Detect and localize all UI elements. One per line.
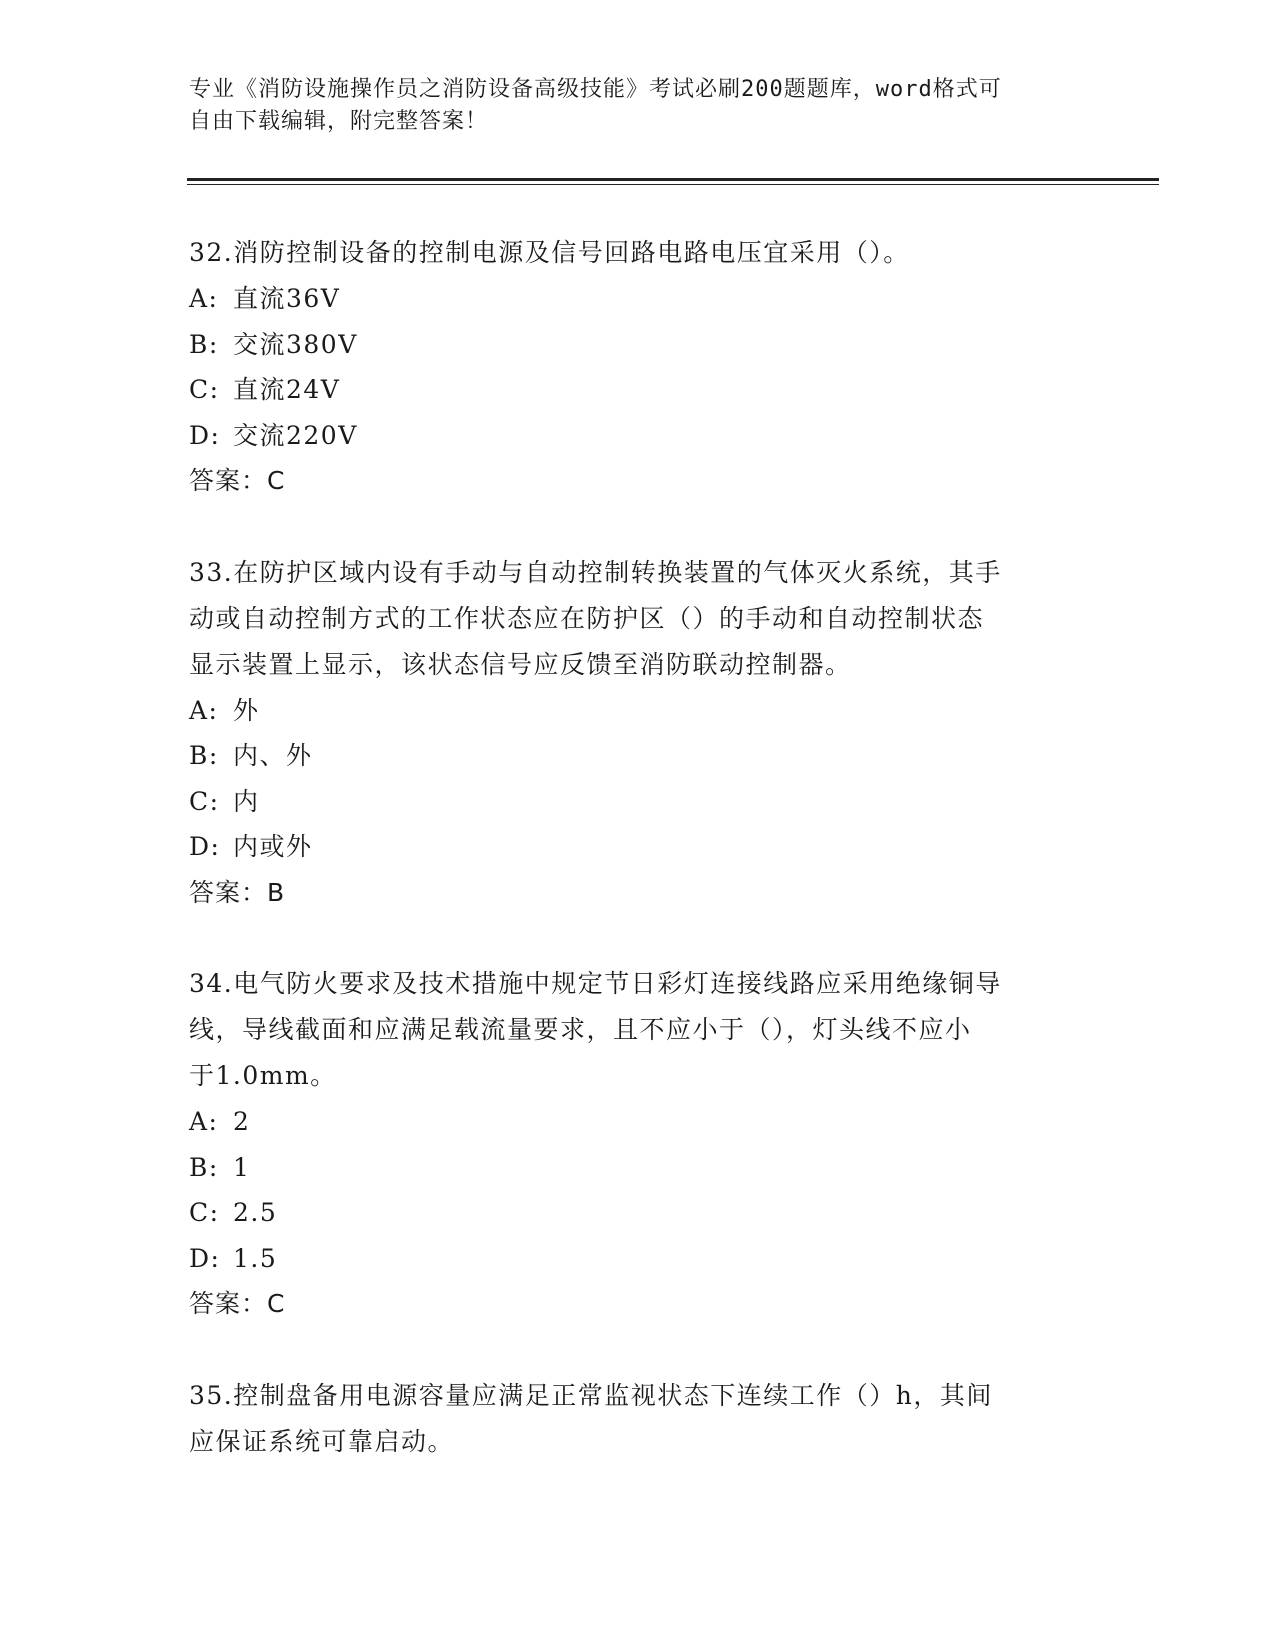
- question-text-line: 33.在防护区域内设有手动与自动控制转换装置的气体灭火系统，其手: [189, 557, 1002, 587]
- header-divider-thin: [187, 184, 1159, 185]
- question-35: [189, 1373, 1079, 1465]
- option-label: B:: [189, 741, 219, 770]
- option-text: 1: [233, 1152, 251, 1182]
- option-text: 1.5: [233, 1243, 278, 1273]
- question-list: [189, 230, 1079, 1511]
- option-c: [189, 367, 1079, 413]
- option-text: 内: [233, 786, 260, 816]
- option-b: [189, 1145, 1079, 1191]
- question-text-line: 线，导线截面和应满足载流量要求，且不应小于（），灯头线不应小: [189, 1015, 972, 1044]
- option-text: 内或外: [233, 832, 313, 861]
- option-d: [189, 413, 1079, 459]
- option-label: B:: [189, 329, 219, 359]
- answer-line: 答案：B: [189, 877, 286, 907]
- question-32: [189, 230, 1079, 504]
- option-text: 直流36V: [233, 284, 341, 313]
- header-line-2: 自由下载编辑，附完整答案！: [189, 109, 489, 134]
- question-text-line: 显示装置上显示，该状态信号应反馈至消防联动控制器。: [189, 649, 852, 679]
- option-label: D:: [189, 832, 221, 861]
- question-text-line: 动或自动控制方式的工作状态应在防护区（）的手动和自动控制状态: [189, 603, 985, 633]
- question-text-line: 于1.0mm。: [189, 1061, 337, 1090]
- option-label: C:: [189, 375, 220, 404]
- answer-line: 答案：C: [189, 466, 286, 495]
- document-header: [189, 74, 1069, 138]
- header-line-1: 专业《消防设施操作员之消防设备高级技能》考试必刷200题题库，word格式可: [189, 77, 1002, 102]
- question-text-line: 34.电气防火要求及技术措施中规定节日彩灯连接线路应采用绝缘铜导: [189, 969, 1002, 998]
- option-text: 交流220V: [233, 420, 358, 450]
- option-label: A:: [189, 284, 219, 313]
- question-text-line: 32.消防控制设备的控制电源及信号回路电路电压宜采用（）。: [189, 238, 910, 267]
- option-c: [189, 1190, 1079, 1236]
- option-text: 外: [233, 695, 260, 725]
- question-text-line: 应保证系统可靠启动。: [189, 1426, 455, 1456]
- option-label: A:: [189, 1107, 219, 1136]
- option-text: 交流380V: [233, 329, 358, 359]
- question-text-line: 35.控制盘备用电源容量应满足正常监视状态下连续工作（）h，其间: [189, 1380, 993, 1410]
- option-a: [189, 688, 1079, 734]
- option-a: [189, 1099, 1079, 1145]
- option-text: 直流24V: [233, 375, 341, 404]
- option-label: A:: [189, 695, 219, 725]
- option-label: D:: [189, 420, 221, 450]
- option-b: [189, 322, 1079, 368]
- option-label: B:: [189, 1152, 219, 1182]
- question-33: [189, 550, 1079, 916]
- question-34: [189, 961, 1079, 1327]
- option-c: [189, 779, 1079, 825]
- option-label: D:: [189, 1243, 221, 1273]
- option-text: 2.5: [233, 1198, 278, 1227]
- option-label: C:: [189, 1198, 220, 1227]
- option-a: [189, 276, 1079, 322]
- answer-line: 答案：C: [189, 1289, 286, 1318]
- option-text: 内、外: [233, 741, 313, 770]
- option-d: [189, 824, 1079, 870]
- option-label: C:: [189, 786, 220, 816]
- header-divider-thick: [187, 178, 1159, 181]
- option-text: 2: [233, 1107, 251, 1136]
- option-b: [189, 733, 1079, 779]
- option-d: [189, 1236, 1079, 1282]
